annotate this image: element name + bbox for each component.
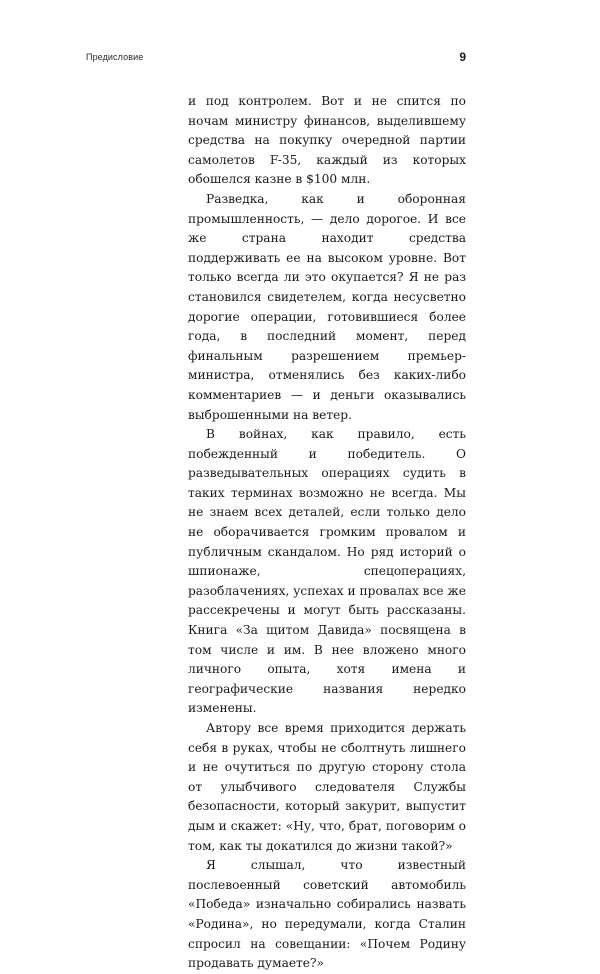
paragraph-4: Автору все время приходится держать себя в руках, чтобы не сболтнуть лишнего и не очутиться по другую сторону стола от улыбчивого следователя Службы безопасности, который закурит, выпустит дым и скажет: «Ну, что, брат, поговорим о том, как ты докатился до жизни такой?» — [188, 721, 466, 853]
page-number: 9 — [459, 50, 466, 64]
paragraph-3: В войнах, как правило, есть побежденный и победитель. О разведывательных операциях судить в таких терминах возможно не всегда. Мы не знаем всех деталей, если только дело не оборачивается громким провалом и публичным скандалом. Но ряд историй о шпионаже, спецоперациях, разоблачениях, успехах и провалах все же рассекречены и могут быть рассказаны. Книга «За щитом Давида» посвящена в том числе и им. В нее вложено много личного опыта, хотя имена и географические названия нередко изменены. — [188, 427, 466, 716]
paragraph-2: Разведка, как и оборонная промышленность, — дело дорогое. И все же страна находит средства поддерживать ее на высоком уровне. Вот только всегда ли это окупается? Я не раз становился свидетелем, когда несусветно дорогие операции, готовившиеся более года, в последний момент, перед финальным разрешением премьер-министра, отменялись без каких-либо комментариев — и деньги оказывались выброшенными на ветер. — [188, 191, 466, 422]
page-header — [86, 50, 466, 70]
running-head: Предисловие — [86, 52, 144, 62]
paragraph-5: Я слышал, что известный послевоенный советский автомобиль «Победа» изначально собирались назвать «Родина», но передумали, когда Сталин спросил на совещании: «Почем Родину продавать думаете?» — [188, 858, 466, 971]
body-text — [188, 92, 466, 974]
paragraph-1: и под контролем. Вот и не спится по ночам министру финансов, выделившему средства на покупку очередной партии самолетов F-35, каждый из которых обошелся казне в $100 млн. — [188, 94, 466, 187]
